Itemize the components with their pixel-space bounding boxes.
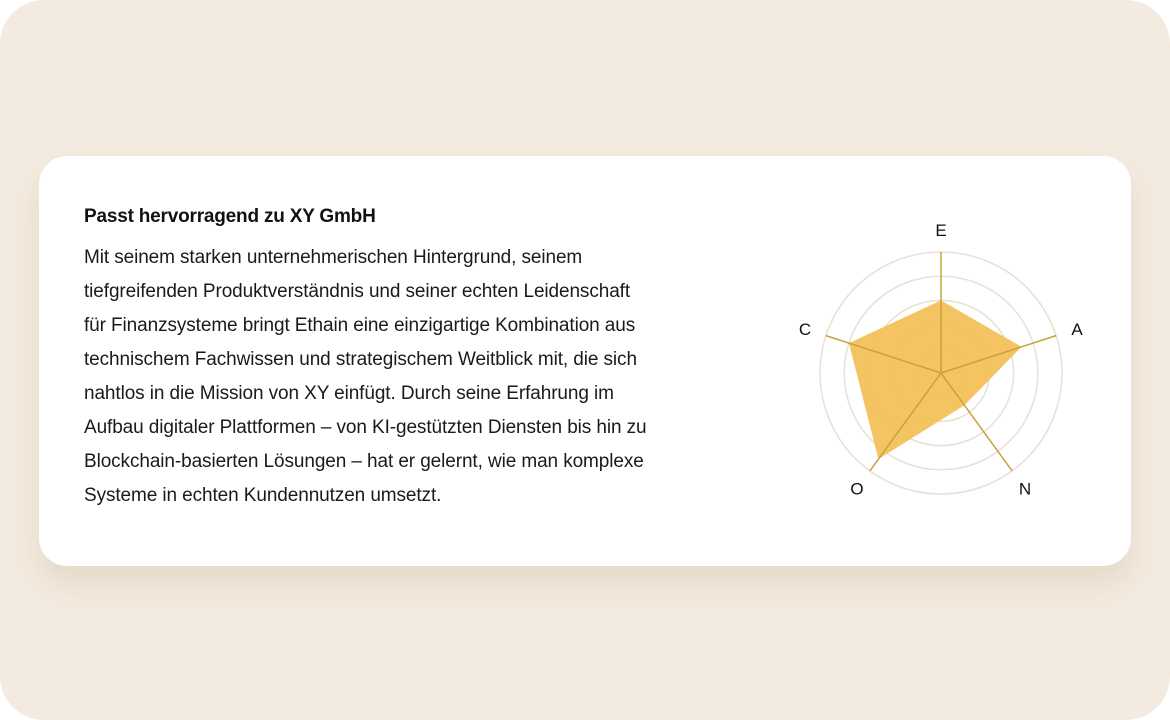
description-line: Mit seinem starken unternehmerischen Hintergrund, seinem — [84, 247, 583, 268]
personality-radar-chart — [799, 196, 1119, 516]
description-line: für Finanzsysteme bringt Ethain eine einzigartige Kombination aus — [84, 315, 636, 336]
fit-card — [39, 156, 1131, 566]
description-line: Systeme in echten Kundennutzen umsetzt. — [84, 485, 442, 506]
card-description — [84, 241, 734, 513]
axis-label-E: E — [935, 221, 947, 240]
axis-label-C: C — [799, 319, 812, 339]
axis-label-N: N — [1018, 479, 1032, 499]
description-line: Blockchain-basierten Lösungen – hat er gelernt, wie man komplexe — [84, 451, 644, 472]
card-title: Passt hervorragend zu XY GmbH — [84, 206, 376, 227]
axis-label-A: A — [1071, 319, 1083, 339]
description-line: Aufbau digitaler Plattformen – von KI-gestützten Diensten bis hin zu — [84, 417, 647, 438]
description-line: tiefgreifenden Produktverständnis und seiner echten Leidenschaft — [84, 281, 631, 302]
axis-label-O: O — [850, 479, 864, 499]
description-line: technischem Fachwissen und strategischem Weitblick mit, die sich — [84, 349, 637, 370]
description-line: nahtlos in die Mission von XY einfügt. Durch seine Erfahrung im — [84, 383, 614, 404]
